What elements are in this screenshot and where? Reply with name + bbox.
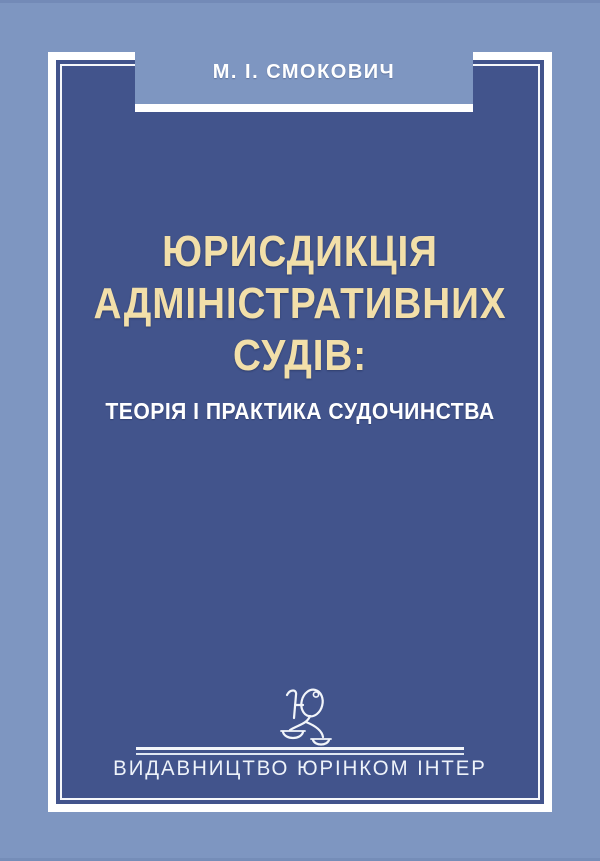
author-name: М. І. СМОКОВИЧ [212,61,396,83]
book-title-line-1: ЮРИСДИКЦІЯ [162,227,438,276]
book-title [36,226,564,382]
publisher-divider-rule [136,747,464,755]
publisher-scales-logo-icon [276,686,332,746]
book-subtitle: ТЕОРІЯ І ПРАКТИКА СУДОЧИНСТВА [105,398,495,424]
book-title-line-3: СУДІВ: [232,331,368,380]
author-tab [135,0,473,112]
publisher-name: ВИДАВНИЦТВО ЮРІНКОМ ІНТЕР [113,757,487,780]
book-title-line-2: АДМІНІСТРАТИВНИХ [93,279,507,328]
